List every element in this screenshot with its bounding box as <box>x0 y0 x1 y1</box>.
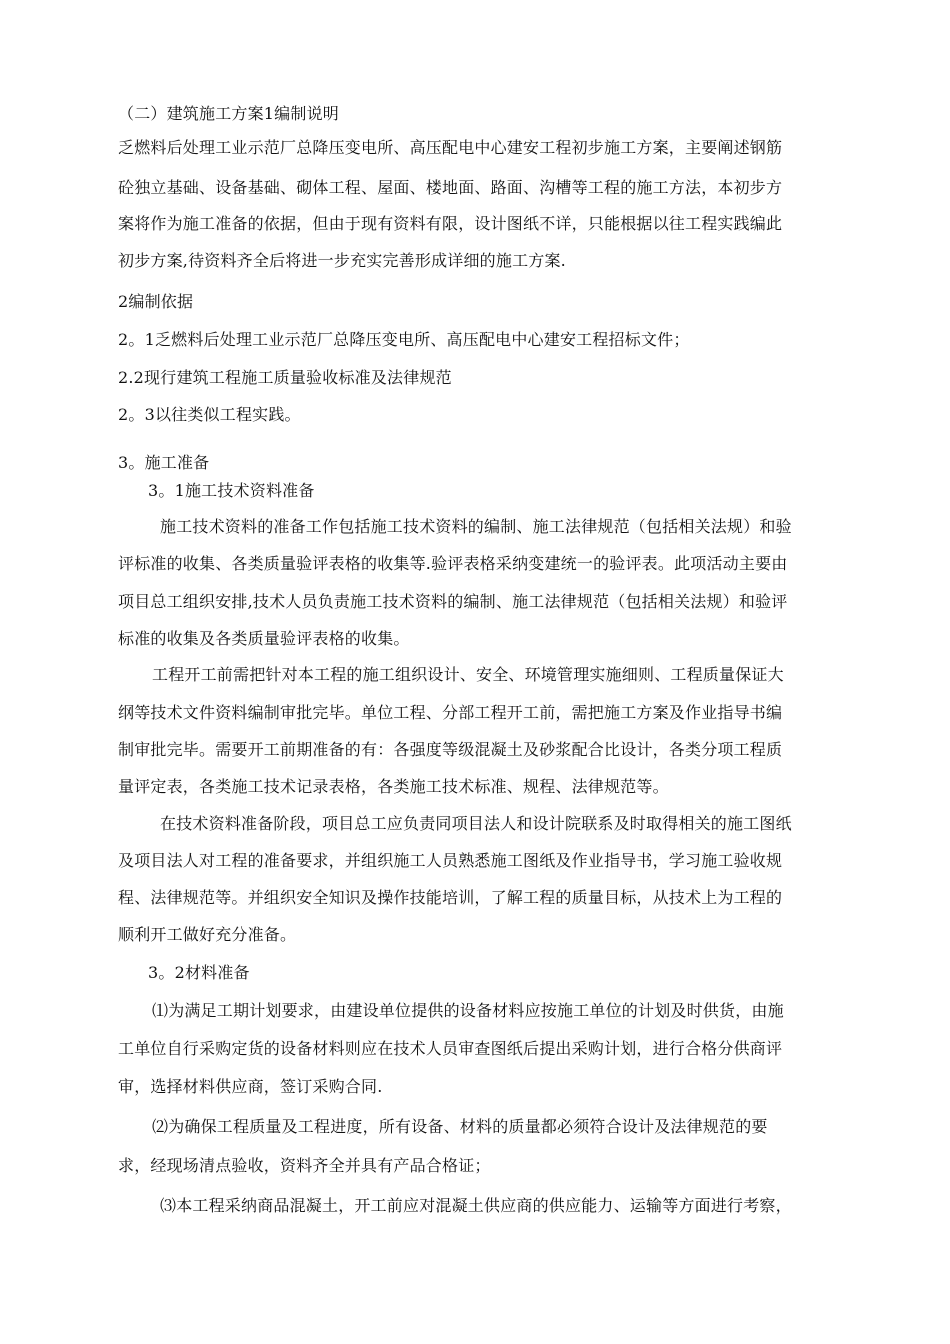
tech-para-line: 项目总工组织安排,技术人员负责施工技术资料的编制、施工法律规范（包括相关法规）和验评 <box>118 592 788 611</box>
intro-line: 乏燃料后处理工业示范厂总降压变电所、高压配电中心建安工程初步施工方案，主要阐述钢筋 <box>118 138 783 157</box>
tech-para-line: 制审批完毕。需要开工前期准备的有：各强度等级混凝土及砂浆配合比设计，各类分项工程质 <box>118 740 783 759</box>
prep-heading: 3。施工准备 <box>118 453 210 472</box>
material-item-line: 工单位自行采购定货的设备材料则应在技术人员审查图纸后提出采购计划，进行合格分供商评 <box>118 1039 783 1058</box>
material-item-line: ⑶本工程采纳商品混凝土，开工前应对混凝土供应商的供应能力、运输等方面进行考察， <box>160 1196 792 1215</box>
tech-para-line: 程、法律规范等。并组织安全知识及操作技能培训，了解工程的质量目标，从技术上为工程的 <box>118 888 783 907</box>
tech-para-line: 及项目法人对工程的准备要求，并组织施工人员熟悉施工图纸及作业指导书，学习施工验收规 <box>118 851 783 870</box>
material-item-line: 审，选择材料供应商，签订采购合同. <box>118 1077 383 1096</box>
basis-item: 2。1乏燃料后处理工业示范厂总降压变电所、高压配电中心建安工程招标文件； <box>118 330 690 349</box>
tech-heading: 3。1施工技术资料准备 <box>148 481 315 500</box>
tech-para-line: 量评定表，各类施工技术记录表格，各类施工技术标准、规程、法律规范等。 <box>118 777 669 796</box>
intro-line: 案将作为施工准备的依据，但由于现有资料有限，设计图纸不详，只能根据以往工程实践编此 <box>118 214 783 233</box>
basis-item: 2.2现行建筑工程施工质量验收标准及法律规范 <box>118 368 452 387</box>
material-heading: 3。2材料准备 <box>148 963 250 982</box>
tech-para-line: 评标准的收集、各类质量验评表格的收集等.验评表格采纳变建统一的验评表。此项活动主要由 <box>118 554 788 573</box>
section-heading: （二）建筑施工方案1编制说明 <box>118 104 339 123</box>
intro-line: 砼独立基础、设备基础、砌体工程、屋面、楼地面、路面、沟槽等工程的施工方法，本初步方 <box>118 178 783 197</box>
material-item-line: 求，经现场清点验收，资料齐全并具有产品合格证； <box>118 1156 491 1175</box>
intro-line: 初步方案,待资料齐全后将进一步充实完善形成详细的施工方案. <box>118 251 566 270</box>
tech-para-line: 顺利开工做好充分准备。 <box>118 925 297 944</box>
material-item-line: ⑴为满足工期计划要求，由建设单位提供的设备材料应按施工单位的计划及时供货，由施 <box>152 1001 784 1020</box>
material-item-line: ⑵为确保工程质量及工程进度，所有设备、材料的质量都必须符合设计及法律规范的要 <box>152 1117 768 1136</box>
basis-item: 2。3以往类似工程实践。 <box>118 405 301 424</box>
basis-heading: 2编制依据 <box>118 292 194 311</box>
tech-para-line: 纲等技术文件资料编制审批完毕。单位工程、分部工程开工前，需把施工方案及作业指导书编 <box>118 703 783 722</box>
tech-para-line: 标准的收集及各类质量验评表格的收集。 <box>118 629 410 648</box>
tech-para-line: 施工技术资料的准备工作包括施工技术资料的编制、施工法律规范（包括相关法规）和验 <box>160 517 792 536</box>
tech-para-line: 在技术资料准备阶段，项目总工应负责同项目法人和设计院联系及时取得相关的施工图纸 <box>160 814 792 833</box>
tech-para-line: 工程开工前需把针对本工程的施工组织设计、安全、环境管理实施细则、工程质量保证大 <box>152 665 784 684</box>
